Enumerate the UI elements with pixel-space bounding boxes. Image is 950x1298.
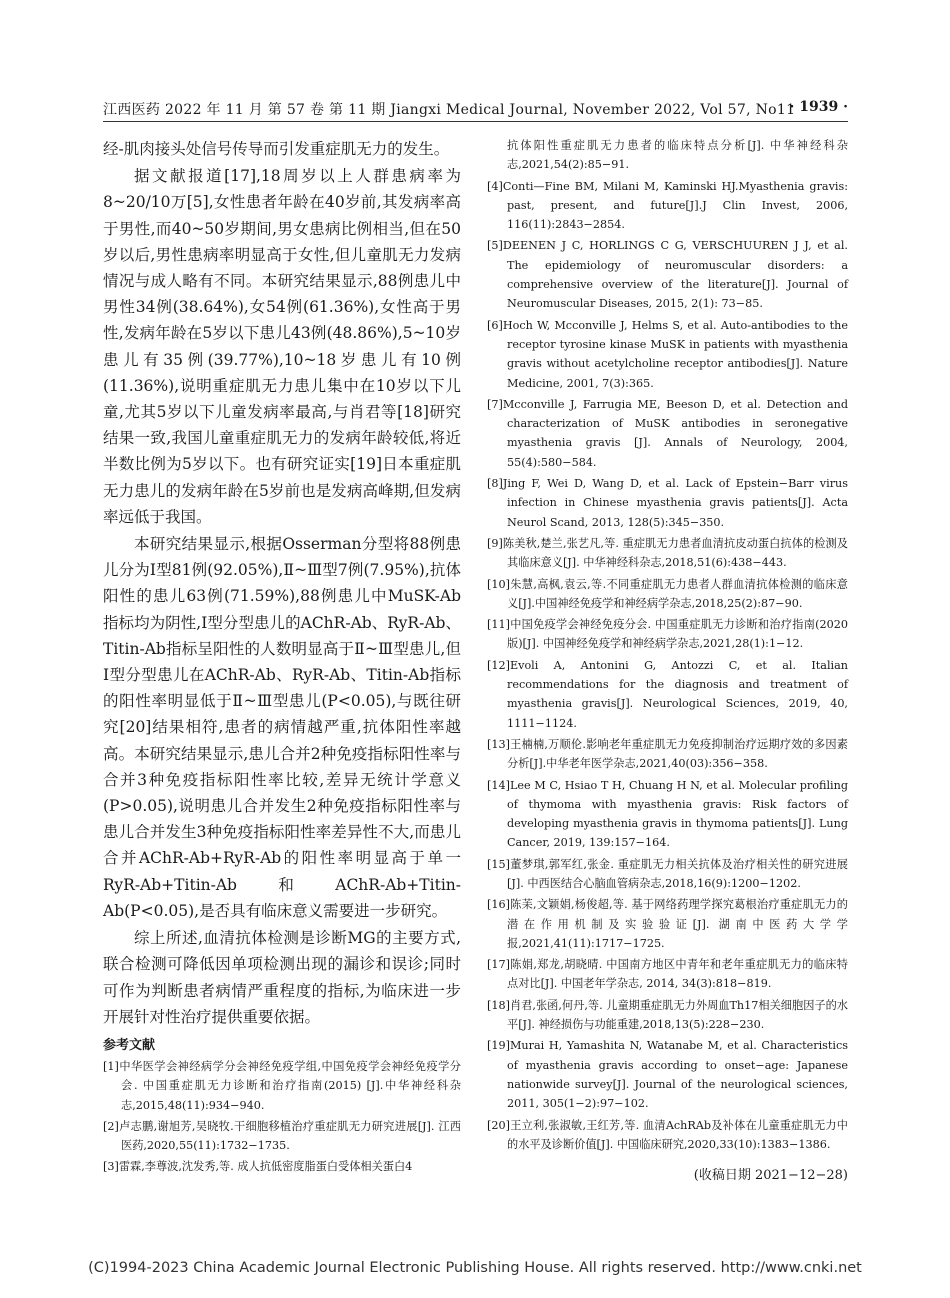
reference-item: [2]卢志鹏,谢旭芳,吴晓牧.干细胞移植治疗重症肌无力研究进展[J]. 江西医药,2020,55(11):1732−1735. [103, 1119, 461, 1153]
received-date: (收稿日期 2021−12−28) [693, 1168, 848, 1184]
copyright-footer: (C)1994-2023 China Academic Journal Electronic Publishing House. All rights reserved. http://www.cnki.net [88, 1260, 862, 1276]
paragraph-continuation: 经-肌肉接头处信号传导而引发重症肌无力的发生。 [103, 140, 450, 158]
page-number: · 1939 · [789, 99, 848, 115]
reference-item: [3]雷霖,李尊波,沈发秀,等. 成人抗低密度脂蛋白受体相关蛋白4 [103, 1160, 413, 1174]
reference-continuation: 抗体阳性重症肌无力患者的临床特点分析[J]. 中华神经科杂志,2021,54(2):85−91. [507, 139, 848, 172]
reference-item: [19]Murai H, Yamashita N, Watanabe M, et al. Characteristics of myasthenia gravis according to onset−age: Japanese nationwide survey[J]. Journal of the neurological sciences, 2011, 305(1−2):97−102. [487, 1039, 848, 1111]
reference-item: [12]Evoli A, Antonini G, Antozzi C, et al. Italian recommendations for the diagnosis and treatment of myasthenia gravis[J]. Neurological Sciences, 2019, 40, 1111−1124. [487, 658, 848, 730]
journal-citation: 江西医药 2022 年 11 月 第 57 卷 第 11 期 Jiangxi Medical Journal, November 2022, Vol 57, No11 [103, 102, 796, 118]
reference-item: [14]Lee M C, Hsiao T H, Chuang H N, et al. Molecular profiling of thymoma with myasthenia gravis: Risk factors of developing myasthenia gravis in thymoma patients[J]. Lung Cancer, 2019, 139:157−164. [487, 778, 848, 850]
paragraph-osserman-results: 本研究结果显示,根据Osserman分型将88例患儿分为Ⅰ型81例(92.05%),Ⅱ~Ⅲ型7例(7.95%),抗体阳性的患儿63例(71.59%),88例患儿中MuSK-Ab指标均为阴性,Ⅰ型分型患儿的AChR-Ab、RyR-Ab、Titin-Ab指标呈阳性的人数明显高于Ⅱ~Ⅲ型患儿,但Ⅰ型分型患儿在AChR-Ab、RyR-Ab、Titin-Ab指标的阳性率明显低于Ⅱ~Ⅲ型患儿(P<0.05),与既往研究[20]结果相符,患者的病情越严重,抗体阳性率越高。本研究结果显示,患儿合并2种免疫指标阳性率与合并3种免疫指标阳性率比较,差异无统计学意义(P>0.05),说明患儿合并发生2种免疫指标阳性率与患儿合并发生3种免疫指标阳性率差异性不大,而患儿合并AChR-Ab+RyR-Ab的阳性率明显高于单一RyR-Ab+Titin-Ab和AChR-Ab+Titin-Ab(P<0.05),是否具有临床意义需要进一步研究。 [103, 535, 461, 920]
reference-item: [10]朱慧,高枫,袁云,等.不同重症肌无力患者人群血清抗体检测的临床意义[J].中国神经免疫学和神经病学杂志,2018,25(2):87−90. [487, 577, 848, 610]
running-header [103, 96, 848, 122]
reference-item: [17]陈娟,郑龙,胡晓晴. 中国南方地区中青年和老年重症肌无力的临床特点对比[J]. 中国老年学杂志, 2014, 34(3):818−819. [487, 958, 848, 991]
reference-item: [16]陈苿,文颖娟,杨俊超,等. 基于网络药理学探究葛根治疗重症肌无力的潜在作用机制及实验验证[J]. 湖南中医药大学学报,2021,41(11):1717−1725. [487, 898, 848, 950]
reference-item: [1]中华医学会神经病学分会神经免疫学组,中国免疫学会神经免疫学分会. 中国重症肌无力诊断和治疗指南(2015) [J].中华神经科杂志,2015,48(11):934−940. [103, 1059, 461, 1112]
reference-item: [8]Jing F, Wei D, Wang D, et al. Lack of Epstein−Barr virus infection in Chinese myasthenia gravis patients[J]. Acta Neurol Scand, 2013, 128(5):345−350. [487, 477, 848, 529]
reference-item: [15]董梦琪,郭军红,张金. 重症肌无力相关抗体及治疗相关性的研究进展[J]. 中西医结合心脑血管病杂志,2018,16(9):1200−1202. [487, 857, 848, 890]
reference-item: [5]DEENEN J C, HORLINGS C G, VERSCHUUREN J J, et al. The epidemiology of neuromuscular disorders: a comprehensive overview of the literature[J]. Journal of Neuromuscular Diseases, 2015, 2(1): 73−85. [487, 239, 848, 311]
right-column [487, 136, 848, 1183]
reference-item: [20]王立利,张淑敏,王红芳,等. 血清AchRAb及补体在儿童重症肌无力中的水平及诊断价值[J]. 中国临床研究,2020,33(10):1383−1386. [487, 1118, 848, 1151]
reference-item: [18]肖君,张函,何丹,等. 儿童期重症肌无力外周血Th17相关细胞因子的水平[J]. 神经损伤与功能重建,2018,13(5):228−230. [487, 998, 848, 1032]
reference-item: [13]王楠楠,万顺伦.影响老年重症肌无力免疫抑制治疗远期疗效的多因素分析[J].中华老年医学杂志,2021,40(03):356−358. [487, 737, 848, 771]
reference-item: [7]Mcconville J, Farrugia ME, Beeson D, et al. Detection and characterization of MuSK antibodies in seronegative myasthenia gravis [J]. Annals of Neurology, 2004, 55(4):580−584. [487, 397, 848, 469]
left-column [103, 136, 461, 1179]
references-title: 参考文献 [103, 1037, 156, 1053]
reference-item: [11]中国免疫学会神经免疫分会. 中国重症肌无力诊断和治疗指南(2020版)[J]. 中国神经免疫学和神经病学杂志,2021,28(1):1−12. [487, 618, 848, 651]
paragraph-epidemiology: 据文献报道[17],18周岁以上人群患病率为8~20/10万[5],女性患者年龄在40岁前,其发病率高于男性,而40~50岁期间,男女患病比例相当,但在50岁以后,男性患病率明显高于女性,但儿童肌无力发病情况与成人略有不同。本研究结果显示,88例患儿中男性34例(38.64%),女54例(61.36%),女性高于男性,发病年龄在5岁以下患儿43例(48.86%),5~10岁患儿有35例(39.77%),10~18岁患儿有10例(11.36%),说明重症肌无力患儿集中在10岁以下儿童,尤其5岁以下儿童发病率最高,与肖君等[18]研究结果一致,我国儿童重症肌无力的发病年龄较低,将近半数比例为5岁以下。也有研究证实[19]日本重症肌无力患儿的发病年龄在5岁前也是发病高峰期,但发病率远低于我国。 [103, 167, 461, 526]
reference-item: [9]陈美秋,楚兰,张艺凡,等. 重症肌无力患者血清抗皮动蛋白抗体的检测及其临床意义[J]. 中华神经科杂志,2018,51(6):438−443. [487, 536, 848, 570]
paragraph-conclusion: 综上所述,血清抗体检测是诊断MG的主要方式,联合检测可降低因单项检测出现的漏诊和误诊;同时可作为判断患者病情严重程度的指标,为临床进一步开展针对性治疗提供重要依据。 [103, 929, 461, 1026]
header-rule [103, 121, 848, 122]
reference-item: [4]Conti—Fine BM, Milani M, Kaminski HJ.Myasthenia gravis: past, present, and future[J].J Clin Invest, 2006, 116(11):2843−2854. [487, 179, 848, 232]
reference-item: [6]Hoch W, Mcconville J, Helms S, et al. Auto-antibodies to the receptor tyrosine kinase MuSK in patients with myasthenia gravis without acetylcholine receptor antibodies[J]. Nature Medicine, 2001, 7(3):365. [487, 318, 848, 390]
